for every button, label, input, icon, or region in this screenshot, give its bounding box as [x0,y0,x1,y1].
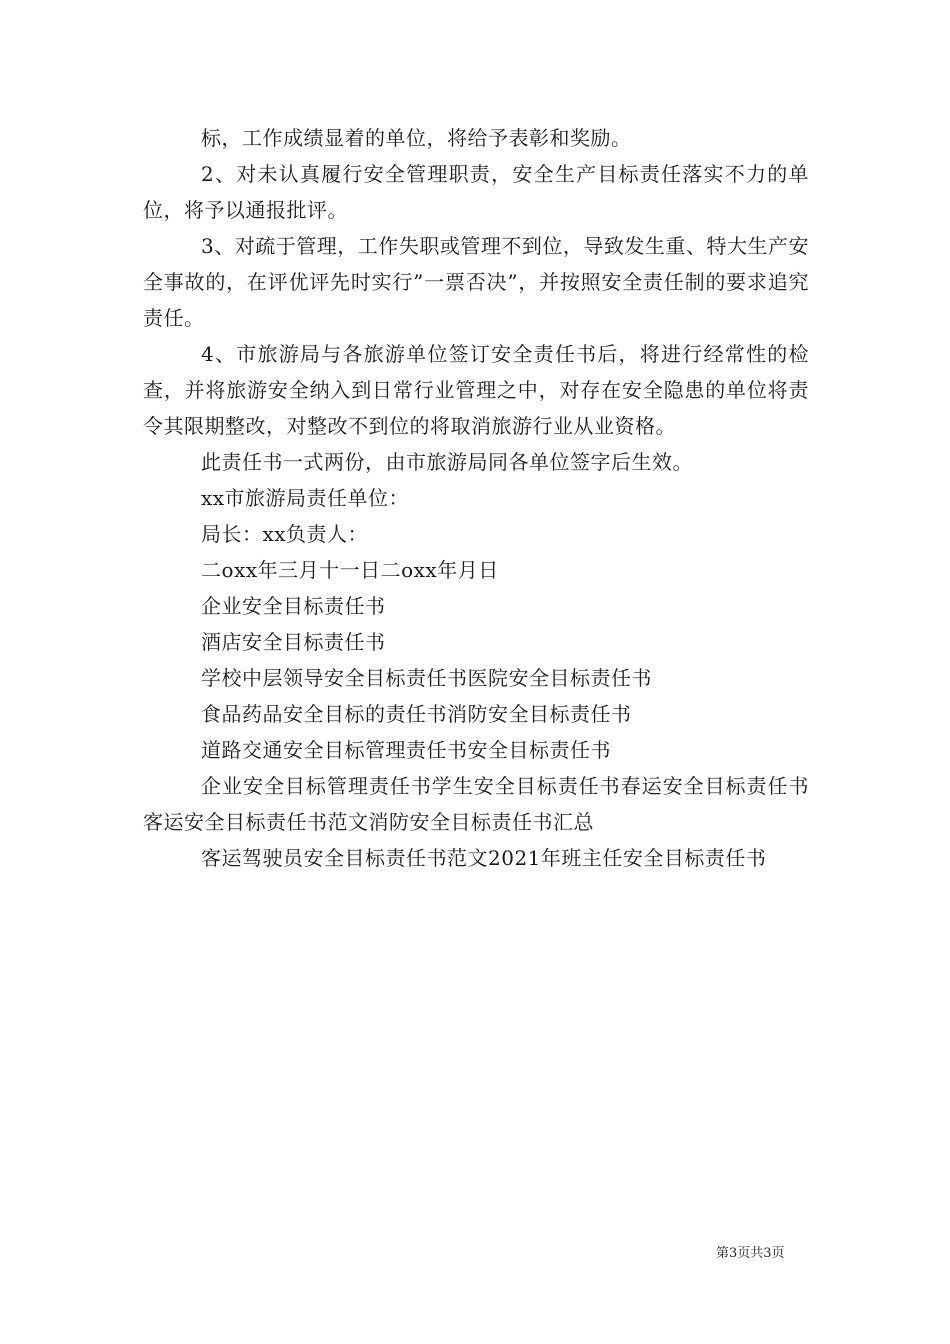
paragraph-11: 学校中层领导安全目标责任书医院安全目标责任书 [201,666,652,690]
paragraph-4: 4、市旅游局与各旅游单位签订安全责任书后，将进行经常性的检查，并将旅游安全纳入到日常行业管理之中，对存在安全隐患的单位将责令其限期整改，对整改不到位的将取消旅游行业从业资格。 [143,342,809,438]
paragraph-3: 3、对疏于管理，工作失职或管理不到位，导致发生重、特大生产安全事故的，在评优评先时实行”一票否决”，并按照安全责任制的要求追究责任。 [143,234,809,330]
paragraph-8: 二oxx年三月十一日二oxx年月日 [201,558,499,582]
paragraph-9: 企业安全目标责任书 [201,594,386,618]
document-body [143,120,809,876]
paragraph-5: 此责任书一式两份，由市旅游局同各单位签字后生效。 [201,450,693,474]
paragraph-2: 2、对未认真履行安全管理职责，安全生产目标责任落实不力的单位，将予以通报批评。 [143,162,809,222]
page-number: 第3页共3页 [716,1246,785,1261]
paragraph-15: 客运驾驶员安全目标责任书范文2021年班主任安全目标责任书 [201,846,767,870]
paragraph-12: 食品药品安全目标的责任书消防安全目标责任书 [201,702,632,726]
paragraph-13: 道路交通安全目标管理责任书安全目标责任书 [201,738,611,762]
paragraph-7: 局长：xx负责人： [201,522,369,546]
paragraph-14: 企业安全目标管理责任书学生安全目标责任书春运安全目标责任书客运安全目标责任书范文消防安全目标责任书汇总 [143,774,809,834]
paragraph-10: 酒店安全目标责任书 [201,630,386,654]
paragraph-6: xx市旅游局责任单位： [201,486,410,510]
paragraph-1: 标，工作成绩显着的单位，将给予表彰和奖励。 [201,126,632,150]
